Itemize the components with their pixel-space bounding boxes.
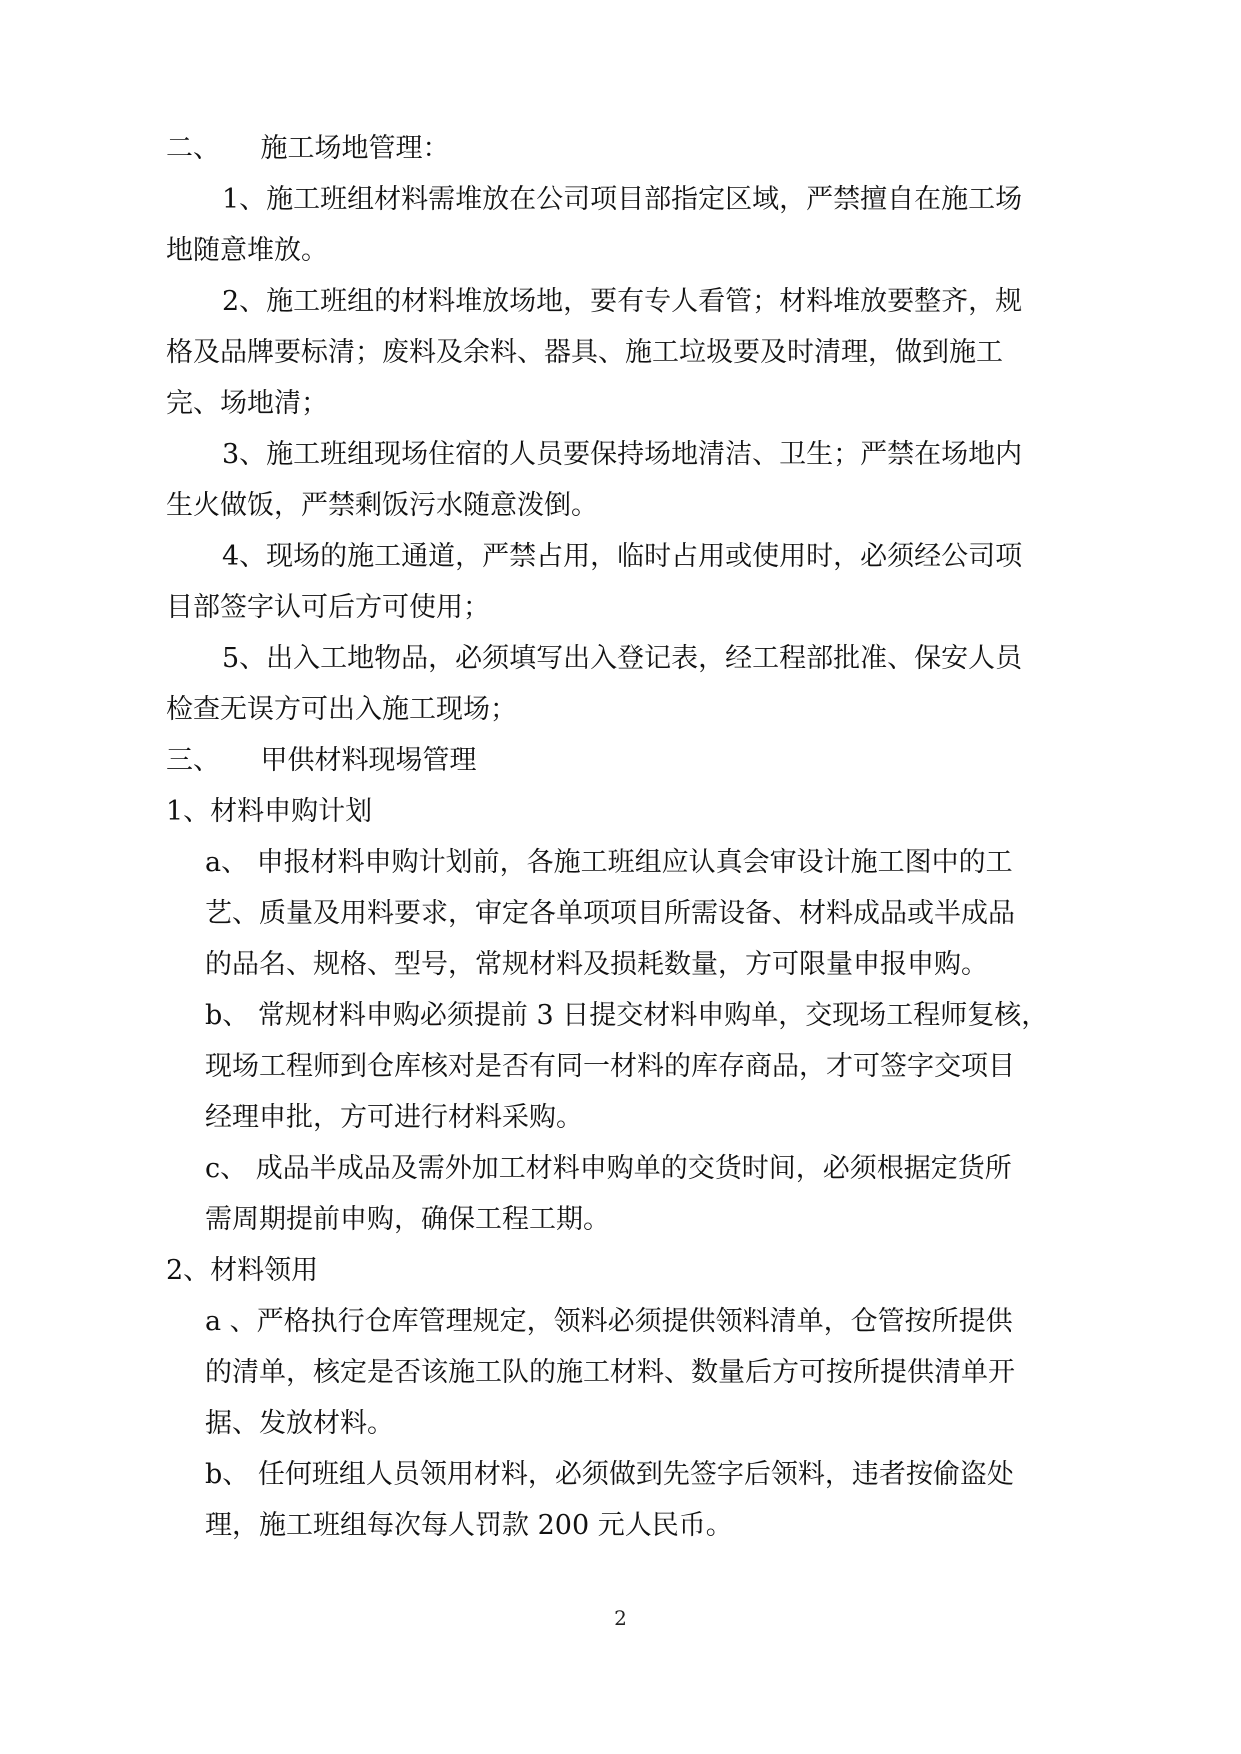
sub2-a-line-3: 据、发放材料。 bbox=[205, 1408, 394, 1439]
item-1-line-2: 地随意堆放。 bbox=[166, 235, 328, 266]
item-2-line-1: 2、施工班组的材料堆放场地，要有专人看管；材料堆放要整齐，规 bbox=[195, 286, 1023, 317]
item-3-line-1: 3、施工班组现场住宿的人员要保持场地清洁、卫生；严禁在场地内 bbox=[195, 439, 1023, 470]
item-4-line-2: 目部签字认可后方可使用； bbox=[166, 592, 490, 623]
sub2-b-line-2: 理，施工班组每次每人罚款 200 元人民币。 bbox=[205, 1510, 733, 1541]
sub-a-line-3: 的品名、规格、型号，常规材料及损耗数量，方可限量申报申购。 bbox=[205, 949, 988, 980]
sub2-a-line-1: a 、严格执行仓库管理规定，领料必须提供领料清单，仓管按所提供 bbox=[205, 1306, 1013, 1337]
item-5-line-2: 检查无误方可出入施工现场； bbox=[166, 694, 517, 725]
item-3-line-2: 生火做饭，严禁剩饭污水随意泼倒。 bbox=[166, 490, 598, 521]
section-2-heading: 二、 施工场地管理： bbox=[166, 133, 450, 164]
sub2-a-line-2: 的清单，核定是否该施工队的施工材料、数量后方可按所提供清单开 bbox=[205, 1357, 1015, 1388]
sub-c-line-1: c、 成品半成品及需外加工材料申购单的交货时间，必须根据定货所 bbox=[205, 1153, 1012, 1184]
item-2-line-2: 格及品牌要标清；废料及余料、器具、施工垃圾要及时清理，做到施工 bbox=[166, 337, 1003, 368]
subsection-1-heading: 1、材料申购计划 bbox=[166, 796, 373, 827]
item-2-line-3: 完、场地清； bbox=[166, 388, 328, 419]
page-number: 2 bbox=[614, 1606, 627, 1630]
item-5-line-1: 5、出入工地物品，必须填写出入登记表，经工程部批准、保安人员 bbox=[195, 643, 1023, 674]
sub-b-line-1: b、 常规材料申购必须提前 3 日提交材料申购单，交现场工程师复核， bbox=[205, 1000, 1049, 1031]
sub-b-line-2: 现场工程师到仓库核对是否有同一材料的库存商品，才可签字交项目 bbox=[205, 1051, 1015, 1082]
sub2-b-line-1: b、 任何班组人员领用材料，必须做到先签字后领料，违者按偷盗处 bbox=[205, 1459, 1014, 1490]
sub-c-line-2: 需周期提前申购，确保工程工期。 bbox=[205, 1204, 610, 1235]
sub-b-line-3: 经理申批，方可进行材料采购。 bbox=[205, 1102, 583, 1133]
section-3-heading: 三、 甲供材料现埸管理 bbox=[166, 745, 477, 776]
sub-a-line-2: 艺、质量及用料要求，审定各单项项目所需设备、材料成品或半成品 bbox=[205, 898, 1015, 929]
item-4-line-1: 4、现场的施工通道，严禁占用，临时占用或使用时，必须经公司项 bbox=[195, 541, 1023, 572]
item-1-line-1: 1、施工班组材料需堆放在公司项目部指定区域，严禁擅自在施工场 bbox=[195, 184, 1023, 215]
subsection-2-heading: 2、材料领用 bbox=[166, 1255, 319, 1286]
sub-a-line-1: a、 申报材料申购计划前，各施工班组应认真会审设计施工图中的工 bbox=[205, 847, 1013, 878]
